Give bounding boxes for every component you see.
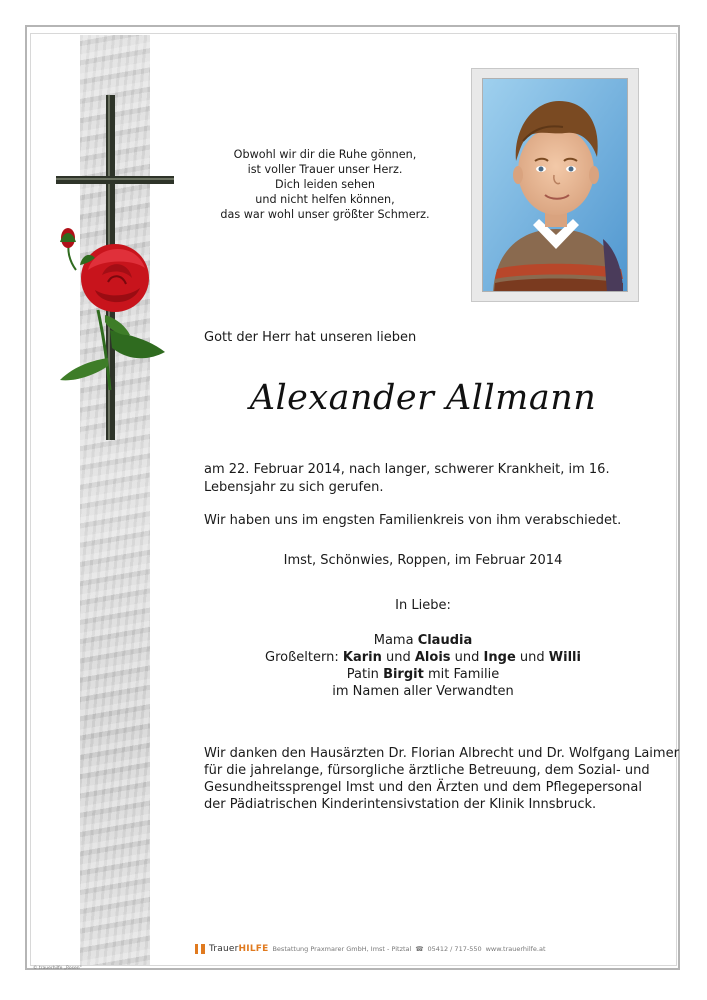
footer-web[interactable]: www.trauerhilfe.at (485, 945, 546, 953)
intro-text: Gott der Herr hat unseren lieben (204, 330, 417, 345)
poem-line: das war wohl unser größter Schmerz. (220, 208, 430, 221)
cross-with-rose-icon (40, 90, 180, 445)
poem-line: ist voller Trauer unser Herz. (247, 163, 403, 176)
place-date: Imst, Schönwies, Roppen, im Februar 2014 (283, 553, 563, 568)
deceased-name: Alexander Allmann (249, 378, 597, 418)
thanks-line: der Pädiatrischen Kinderintensivstation der Klinik Innsbruck. (204, 797, 597, 812)
family-member-name: Birgit (383, 667, 424, 682)
family-label: Großeltern: (265, 650, 339, 665)
family-line-grandparents (204, 649, 642, 666)
in-love-heading: In Liebe: (395, 598, 451, 613)
family-member-name: Alois (414, 650, 451, 665)
poem-line: Dich leiden sehen (274, 178, 376, 191)
footer-bar (195, 943, 546, 955)
family-line-mother (204, 632, 642, 649)
corner-credit: © trauerhilfe „Rosen" (33, 966, 82, 971)
footer-phone: 05412 / 717-550 (427, 945, 482, 953)
family-line-relatives: im Namen aller Verwandten (332, 684, 514, 699)
poem-line: Obwohl wir dir die Ruhe gönnen, (233, 148, 417, 161)
brand-part: Trauer (209, 944, 239, 954)
conjunction: und (454, 650, 480, 665)
death-notice: am 22. Februar 2014, nach langer, schwerer Krankheit, im 16. Lebensjahr zu sich gerufen. (204, 462, 610, 495)
thanks-paragraph (204, 745, 679, 813)
portrait-photo (482, 78, 628, 292)
family-line-godmother (204, 666, 642, 683)
family-label: Patin (346, 667, 379, 682)
farewell-text: Wir haben uns im engsten Familienkreis von ihm verabschiedet. (204, 513, 622, 528)
thanks-line: Wir danken den Hausärzten Dr. Florian Albrecht und Dr. Wolfgang Laimer (204, 746, 679, 761)
memorial-poem (210, 147, 440, 222)
family-member-name: Willi (548, 650, 581, 665)
trauerhilfe-logo-icon (195, 944, 205, 954)
brand-highlight: HILFE (238, 944, 269, 954)
conjunction: und (519, 650, 545, 665)
conjunction: und (386, 650, 411, 665)
footer-company: Bestattung Praxmarer GmbH, Imst - Pitztal (272, 945, 412, 953)
footer-brand (209, 944, 268, 954)
family-label: Mama (373, 633, 414, 648)
portrait-frame (471, 68, 639, 302)
thanks-line: für die jahrelange, fürsorgliche ärztliche Betreuung, dem Sozial- und (204, 763, 650, 778)
thanks-line: Gesundheitssprengel Imst und den Ärzten und dem Pflegepersonal (204, 780, 642, 795)
family-list (204, 632, 642, 700)
poem-line: und nicht helfen können, (255, 193, 395, 206)
family-suffix: mit Familie (427, 667, 500, 682)
family-member-name: Inge (483, 650, 516, 665)
family-member-name: Claudia (417, 633, 473, 648)
family-member-name: Karin (342, 650, 382, 665)
phone-icon: ☎ (415, 945, 424, 953)
